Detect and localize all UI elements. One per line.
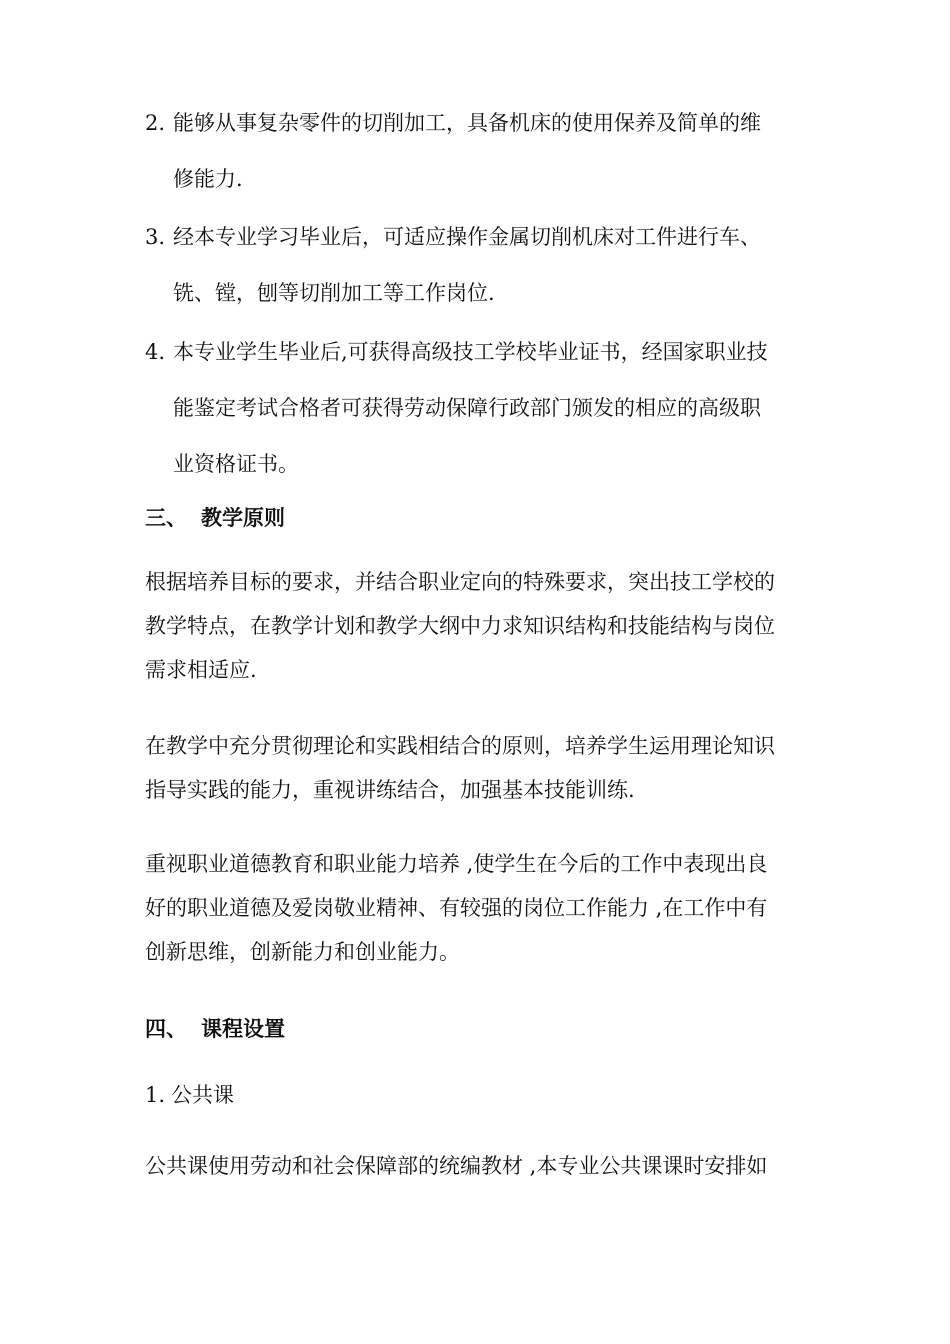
- paragraph-2: [145, 724, 815, 812]
- list-item-number: 3.: [145, 225, 166, 249]
- section-title: 课程设置: [201, 1016, 285, 1041]
- list-item-2: [145, 95, 815, 207]
- list-item-line: 业资格证书。: [173, 452, 299, 476]
- section-number: 四、: [145, 1016, 187, 1041]
- list-item-line: 铣、镗，刨等切削加工等工作岗位.: [173, 281, 495, 305]
- section-number: 三、: [145, 505, 187, 530]
- paragraph-line: 在教学中充分贯彻理论和实践相结合的原则，培养学生运用理论知识: [145, 734, 775, 758]
- paragraph-line: 公共课使用劳动和社会保障部的统编教材 ,本专业公共课课时安排如: [145, 1154, 768, 1178]
- list-item-text: [173, 209, 815, 321]
- section-heading-3: [145, 502, 285, 534]
- paragraph-line: 指导实践的能力，重视讲练结合，加强基本技能训练.: [145, 778, 635, 802]
- list-item-line: 经本专业学习毕业后，可适应操作金属切削机床对工件进行车、: [173, 225, 761, 249]
- paragraph-line: 重视职业道德教育和职业能力培养 ,使学生在今后的工作中表现出良: [145, 852, 768, 876]
- paragraph-line: 好的职业道德及爱岗敬业精神、有较强的岗位工作能力 ,在工作中有: [145, 896, 768, 920]
- list-item-text: [173, 95, 815, 207]
- subitem-1: [145, 1079, 234, 1111]
- paragraph-line: 创新思维，创新能力和创业能力。: [145, 940, 460, 964]
- list-item-line: 能够从事复杂零件的切削加工，具备机床的使用保养及简单的维: [173, 111, 761, 135]
- paragraph-line: 教学特点，在教学计划和教学大纲中力求知识结构和技能结构与岗位: [145, 614, 775, 638]
- section-title: 教学原则: [201, 505, 285, 530]
- list-item-3: [145, 209, 815, 321]
- list-item-4: [145, 324, 815, 492]
- list-item-line: 能鉴定考试合格者可获得劳动保障行政部门颁发的相应的高级职: [173, 396, 761, 420]
- paragraph-line: 根据培养目标的要求，并结合职业定向的特殊要求，突出技工学校的: [145, 570, 775, 594]
- list-item-line: 修能力.: [173, 167, 243, 191]
- list-item-number: 4.: [145, 340, 166, 364]
- list-item-line: 本专业学生毕业后,可获得高级技工学校毕业证书，经国家职业技: [173, 340, 768, 364]
- list-item-number: 2.: [145, 111, 166, 135]
- paragraph-4: [145, 1144, 815, 1188]
- subitem-number: 1.: [145, 1083, 166, 1107]
- paragraph-1: [145, 560, 815, 692]
- subitem-text: 公共课: [171, 1083, 234, 1107]
- section-heading-4: [145, 1013, 285, 1045]
- paragraph-3: [145, 842, 815, 974]
- paragraph-line: 需求相适应.: [145, 658, 257, 682]
- list-item-text: [173, 324, 815, 492]
